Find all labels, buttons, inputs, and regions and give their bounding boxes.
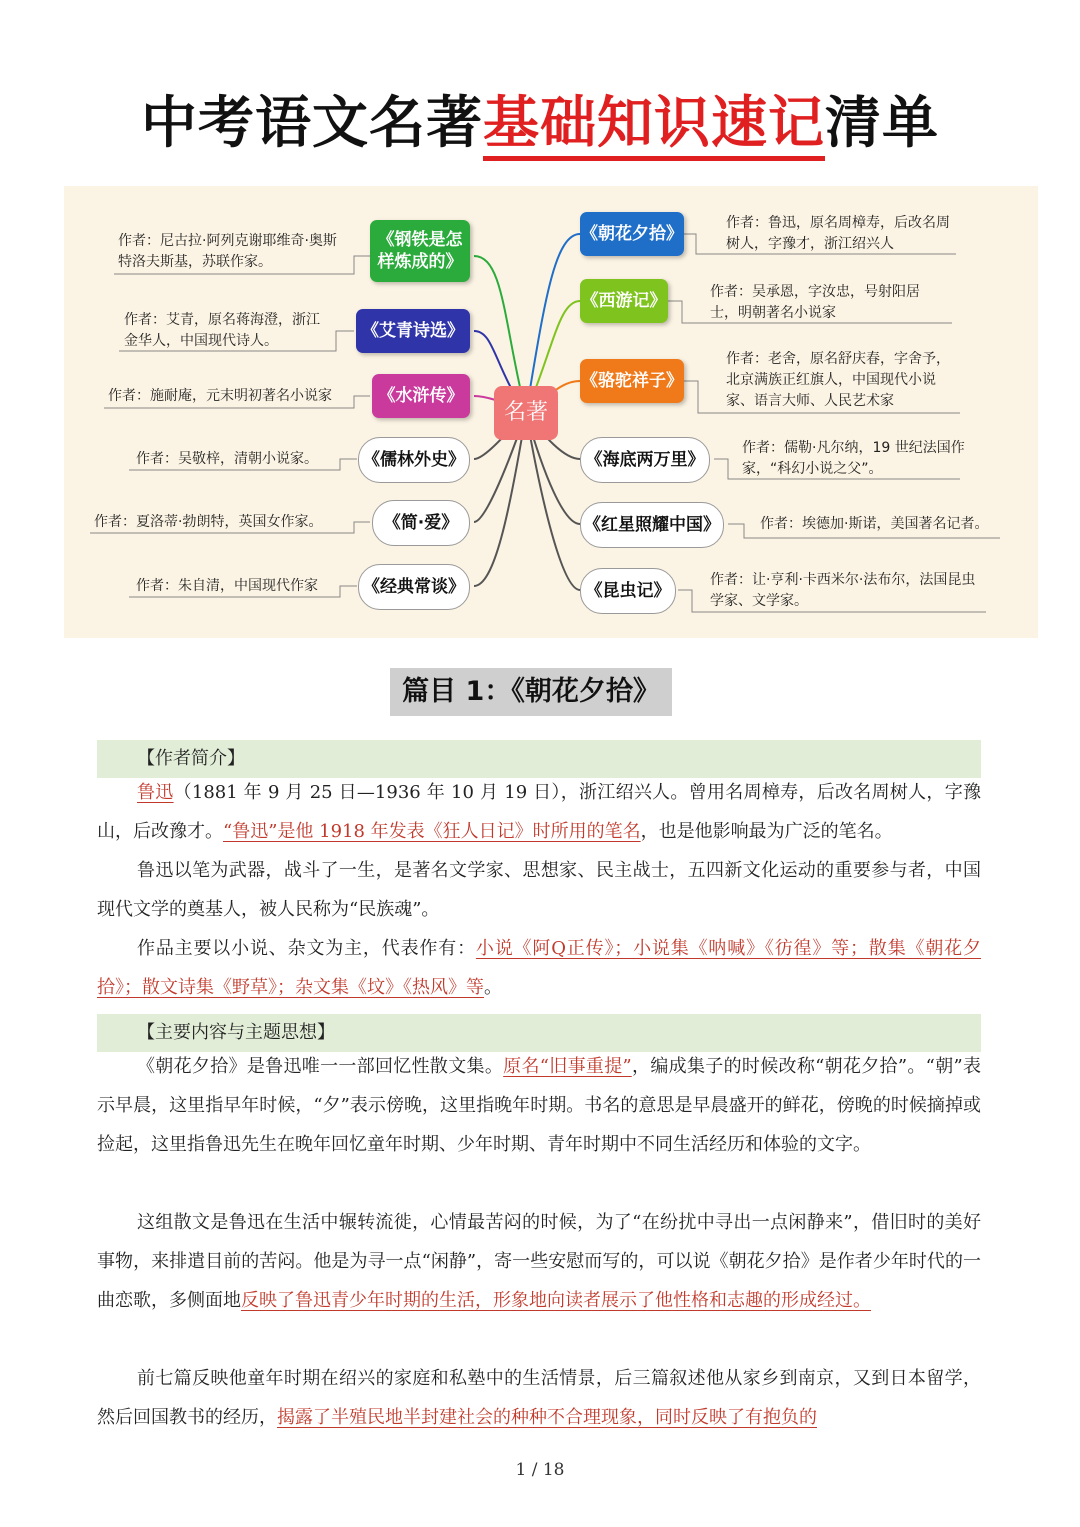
note-aiqing: 作者：艾青，原名蒋海澄，浙江金华人，中国现代诗人。 [124, 312, 320, 349]
node-luotuo: 《骆驼祥子》 [580, 359, 684, 403]
node-jingdian: 《经典常谈》 [358, 564, 470, 610]
note-luotuo: 作者：老舍，原名舒庆春，字舍予，北京满族正红旗人，中国现代小说家、语言大师、人民艺术家 [726, 351, 950, 409]
node-haidi: 《海底两万里》 [580, 437, 710, 483]
note-xiyou: 作者：吴承恩，字汝忠，号射阳居士，明朝著名小说家 [710, 284, 920, 321]
author-intro-p1: 鲁迅（1881 年 9 月 25 日—1936 年 10 月 19 日），浙江绍兴人。曾用名周樟寿，后改名周树人，字豫山，后改豫才。“鲁迅”是他 1918 年发表《狂人日记》时所用的笔名，也是他影响最为广泛的笔名。 [97, 782, 982, 842]
note-kunchong: 作者：让·亨利·卡西米尔·法布尔，法国昆虫学家、文学家。 [710, 572, 976, 609]
node-gangtie: 《钢铁是怎样炼成的》 [370, 220, 470, 282]
node-zhaohua: 《朝花夕拾》 [580, 212, 684, 256]
node-kunchong: 《昆虫记》 [580, 568, 676, 614]
section-title: 篇目 1：《朝花夕拾》 [390, 668, 672, 716]
page-title: 中考语文名著基础知识速记清单 [0, 96, 1080, 152]
note-rulin: 作者：吴敬梓，清朝小说家。 [136, 451, 318, 467]
note-zhaohua: 作者：鲁迅，原名周樟寿，后改名周树人，字豫才，浙江绍兴人 [726, 215, 950, 252]
page-number: 1 / 18 [515, 1460, 565, 1480]
node-jianai: 《简·爱》 [372, 500, 470, 546]
note-gangtie: 作者：尼古拉·阿列克谢耶维奇·奥斯特洛夫斯基，苏联作家。 [118, 233, 337, 270]
node-shuihu: 《水浒传》 [372, 374, 470, 418]
note-haidi: 作者：儒勒·凡尔纳，19 世纪法国作家，“科幻小说之父”。 [742, 440, 965, 477]
note-hongxing: 作者：埃德加·斯诺，美国著名记者。 [760, 516, 989, 532]
mind-map-center: 名著 [494, 386, 558, 440]
main-content-p3: 前七篇反映他童年时期在绍兴的家庭和私塾中的生活情景，后三篇叙述他从家乡到南京，又到日本留学，然后回国教书的经历，揭露了半殖民地半封建社会的种种不合理现象，同时反映了有抱负的 [97, 1368, 981, 1428]
main-content-p2: 这组散文是鲁迅在生活中辗转流徙，心情最苦闷的时候，为了“在纷扰中寻出一点闲静来”，借旧时的美好事物，来排遣目前的苦闷。他是为寻一点“闲静”，寄一些安慰而写的，可以说《朝花夕拾》是作者少年时代的一曲恋歌，多侧面地反映了鲁迅青少年时期的生活，形象地向读者展示了他性格和志趣的形成经过。 [97, 1212, 981, 1311]
node-hongxing: 《红星照耀中国》 [580, 502, 724, 548]
node-aiqing: 《艾青诗选》 [356, 309, 470, 353]
note-jingdian: 作者：朱自清，中国现代作家 [136, 578, 318, 594]
author-intro-p2: 鲁迅以笔为武器，战斗了一生，是著名文学家、思想家、民主战士，五四新文化运动的重要参与者，中国现代文学的奠基人，被人民称为“民族魂”。 [97, 860, 981, 920]
mind-map [64, 186, 1038, 638]
note-shuihu: 作者：施耐庵，元末明初著名小说家 [108, 388, 332, 404]
main-content-p1: 《朝花夕拾》是鲁迅唯一一部回忆性散文集。原名“旧事重提”，编成集子的时候改称“朝花夕拾”。“朝”表示早晨，这里指早年时候，“夕”表示傍晚，这里指晚年时期。书名的意思是早晨盛开的鲜花，傍晚的时候摘掉或捡起，这里指鲁迅先生在晚年回忆童年时期、少年时期、青年时期中不同生活经历和体验的文字。 [97, 1056, 982, 1155]
note-jianai: 作者：夏洛蒂·勃朗特，英国女作家。 [94, 514, 323, 530]
author-intro-p3: 作品主要以小说、杂文为主，代表作有：小说《阿Q正传》；小说集《呐喊》《彷徨》等；散集《朝花夕拾》；散文诗集《野草》；杂文集《坟》《热风》等。 [97, 938, 982, 998]
node-xiyou: 《西游记》 [580, 279, 668, 323]
author-intro-heading: 【作者简介】 [97, 740, 981, 778]
node-rulin: 《儒林外史》 [358, 437, 470, 483]
main-content-heading: 【主要内容与主题思想】 [97, 1014, 981, 1052]
